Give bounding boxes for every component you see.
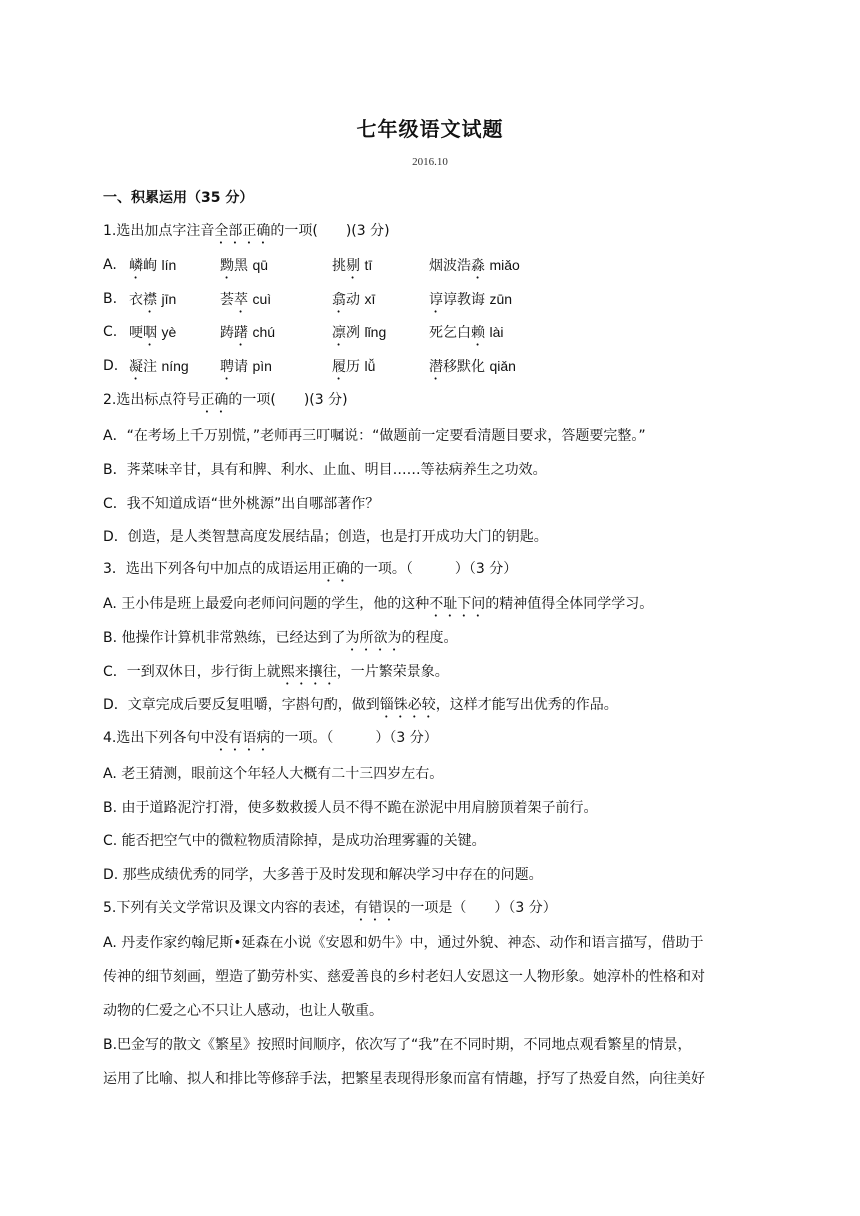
option-item: 死乞白赖 lài xyxy=(429,324,504,341)
option-item: 衣襟 jīn xyxy=(129,291,177,308)
question-3-stem: 3．选出下列各句中加点的成语运用正确的一项。（ ）（3 分） xyxy=(103,561,518,577)
q5-option-b-line1: B.巴金写的散文《繁星》按照时间顺序，依次写了“我”在不同时期，不同地点观看繁星的情景， xyxy=(103,1037,692,1053)
idiom-emphasis: 不耻下问 xyxy=(429,596,486,612)
option-item: 谆谆教诲 zūn xyxy=(429,291,513,308)
q3-option-d: D．文章完成后要反复咀嚼，字斟句酌，做到锱铢必较，这样才能写出优秀的作品。 xyxy=(103,697,618,713)
stem-emphasis: 有错误 xyxy=(354,900,397,916)
stem-text: 1.选出加点字注音 xyxy=(103,223,215,239)
q1-option-d xyxy=(103,356,663,376)
q2-option-b: B．荠菜味辛甘，具有和脾、利水、止血、明目……等祛病养生之功效。 xyxy=(103,462,547,478)
option-label: D. xyxy=(103,358,119,374)
option-label: B. xyxy=(103,291,118,307)
question-2-stem: 2.选出标点符号正确的一项( )(3 分) xyxy=(103,392,348,408)
stem-emphasis: 全部正确 xyxy=(214,223,271,239)
q2-option-d: D．创造，是人类智慧高度发展结晶；创造，也是打开成功大门的钥匙。 xyxy=(103,529,548,545)
q2-option-a: A．“在考场上千万别慌，”老师再三叮嘱说：“做题前一定要看清题目要求，答题要完整。” xyxy=(103,428,646,444)
q4-option-b: B. 由于道路泥泞打滑，使多数救援人员不得不跪在淤泥中用肩膀顶着架子前行。 xyxy=(103,800,598,816)
idiom-emphasis: 锱铢必较 xyxy=(379,697,436,713)
option-item: 聘请 pìn xyxy=(220,358,272,375)
question-4-stem: 4.选出下列各句中没有语病的一项。（ ）（3 分） xyxy=(103,730,438,746)
stem-emphasis: 正确 xyxy=(321,561,350,577)
option-item: 踌躇 chú xyxy=(220,324,276,341)
option-item: 烟波浩淼 miǎo xyxy=(429,257,520,274)
stem-emphasis: 没有语病 xyxy=(214,730,271,746)
option-item: 黝黑 qū xyxy=(220,257,269,274)
option-label: C. xyxy=(103,324,118,340)
stem-text: 的一项( )(3 分) xyxy=(270,223,390,239)
q3-option-c: C．一到双休日，步行街上就熙来攘往，一片繁荣景象。 xyxy=(103,664,449,680)
option-item: 哽咽 yè xyxy=(129,324,177,341)
stem-emphasis: 正确 xyxy=(200,392,229,408)
q1-option-a xyxy=(103,255,663,275)
option-item: 凛冽 lǐng xyxy=(332,324,387,341)
exam-date: 2016.10 xyxy=(412,156,448,168)
option-item: 凝注 níng xyxy=(129,358,189,375)
question-1-stem xyxy=(103,221,390,247)
option-item: 挑剔 tī xyxy=(332,257,373,274)
section-heading: 一、积累运用（35 分） xyxy=(103,190,254,206)
exam-title: 七年级语文试题 xyxy=(356,117,504,141)
q4-option-a: A. 老王猜测，眼前这个年轻人大概有二十三四岁左右。 xyxy=(103,766,444,782)
question-5-stem: 5.下列有关文学常识及课文内容的表述，有错误的一项是（ ）（3 分） xyxy=(103,900,557,916)
option-item: 潜移默化 qiǎn xyxy=(429,358,516,375)
q4-option-d: D. 那些成绩优秀的同学，大多善于及时发现和解决学习中存在的问题。 xyxy=(103,867,543,883)
q1-option-c xyxy=(103,322,663,342)
q5-option-a-line3: 动物的仁爱之心不只让人感动，也让人敬重。 xyxy=(103,1003,383,1019)
idiom-emphasis: 为所欲为 xyxy=(345,630,402,646)
option-item: 荟萃 cuì xyxy=(220,291,272,308)
q3-option-b: B. 他操作计算机非常熟练，已经达到了为所欲为的程度。 xyxy=(103,630,458,646)
q5-option-a-line1: A. 丹麦作家约翰尼斯•延森在小说《安恩和奶牛》中，通过外貌、神态、动作和语言描写，借助于 xyxy=(103,935,704,951)
q2-option-c: C．我不知道成语“世外桃源”出自哪部著作？ xyxy=(103,496,380,512)
q5-option-a-line2: 传神的细节刻画，塑造了勤劳朴实、慈爱善良的乡村老妇人安恩这一人物形象。她淳朴的性格和对 xyxy=(103,969,705,985)
q3-option-a: A. 王小伟是班上最爱向老师问问题的学生，他的这种不耻下问的精神值得全体同学学习。 xyxy=(103,596,654,612)
option-item: 翕动 xī xyxy=(332,291,376,308)
q4-option-c: C. 能否把空气中的微粒物质清除掉，是成功治理雾霾的关键。 xyxy=(103,833,486,849)
q1-option-b xyxy=(103,289,663,309)
idiom-emphasis: 熙来攘往 xyxy=(280,664,337,680)
q5-option-b-line2: 运用了比喻、拟人和排比等修辞手法，把繁星表现得形象而富有情趣，抒写了热爱自然，向往美好 xyxy=(103,1071,705,1087)
option-item: 嶙峋 lín xyxy=(129,257,177,274)
option-label: A. xyxy=(103,257,117,273)
option-item: 履历 lǚ xyxy=(332,358,376,375)
